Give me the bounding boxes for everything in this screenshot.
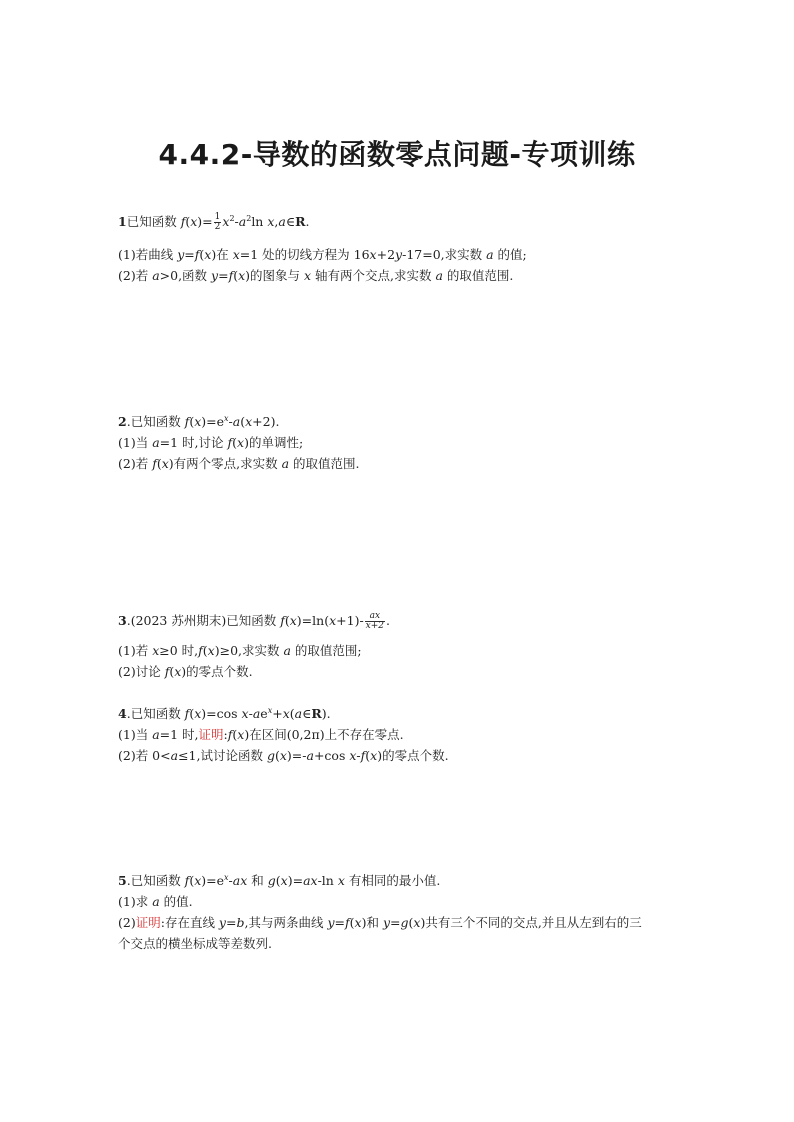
problem-4-part-2: (2)若 0<a≤1,试讨论函数 g(x)=-a+cos x-f(x)的零点个数.	[118, 748, 449, 763]
proof-label: 证明	[135, 915, 161, 930]
problem-3-part-2: (2)讨论 f(x)的零点个数.	[118, 664, 253, 679]
proof-label: 证明	[198, 727, 224, 742]
problem-5-part-1: (1)求 a 的值.	[118, 894, 193, 909]
problem-1-part-2: (2)若 a>0,函数 y=f(x)的图象与 x 轴有两个交点,求实数 a 的取值范围.	[118, 268, 514, 283]
problem-3-part-1: (1)若 x≥0 时,f(x)≥0,求实数 a 的取值范围;	[118, 643, 362, 658]
problem-2-stem: 2.已知函数 $f(x)=e^x-a(x+2)$.	[118, 414, 280, 429]
problem-2-part-2: (2)若 f(x)有两个零点,求实数 a 的取值范围.	[118, 456, 360, 471]
problem-1-stem: 1已知函数 f(x)= $\frac{1}{2}$ $x^2-a^2\ln$ x,a∈R.	[118, 212, 310, 232]
problem-5-part-2: (2)证明:存在直线 y=b,其与两条曲线 y=f(x)和 y=g(x)共有三个不同的交点,并且从左到右的三	[118, 915, 642, 930]
problem-number: 3	[118, 613, 127, 628]
fraction: $\frac{1}{2}$	[214, 212, 221, 232]
problem-number: 2	[118, 414, 127, 429]
problem-number: 5	[118, 873, 127, 888]
problem-1-part-1: (1)若曲线 y=f(x)在 x=1 处的切线方程为 16x+2y-17=0,求实数 a 的值;	[118, 247, 527, 262]
problem-5-stem: 5.已知函数 $f(x)=e^x-ax$ 和 g(x)=ax-ln x 有相同的最小值.	[118, 873, 441, 888]
problem-4-stem: 4.已知函数 f(x)=cos $x-ae^x+x(a\in R)$.	[118, 706, 331, 721]
problem-number: 1	[118, 214, 127, 229]
problem-4-part-1: (1)当 a=1 时,证明:f(x)在区间(0,2π)上不存在零点.	[118, 727, 404, 742]
page-title: 4.4.2-导数的函数零点问题-专项训练	[158, 138, 636, 171]
problem-number: 4	[118, 706, 127, 721]
fraction: $\frac{ax}{x+2}$	[365, 611, 385, 631]
problem-2-part-1: (1)当 a=1 时,讨论 f(x)的单调性;	[118, 435, 304, 450]
problem-3-stem: 3.(2023 苏州期末)已知函数 f(x)=ln(x+1)- $\frac{ax}{x+2}$ .	[118, 611, 390, 631]
problem-5-part-2-cont: 个交点的横坐标成等差数列.	[118, 936, 272, 951]
